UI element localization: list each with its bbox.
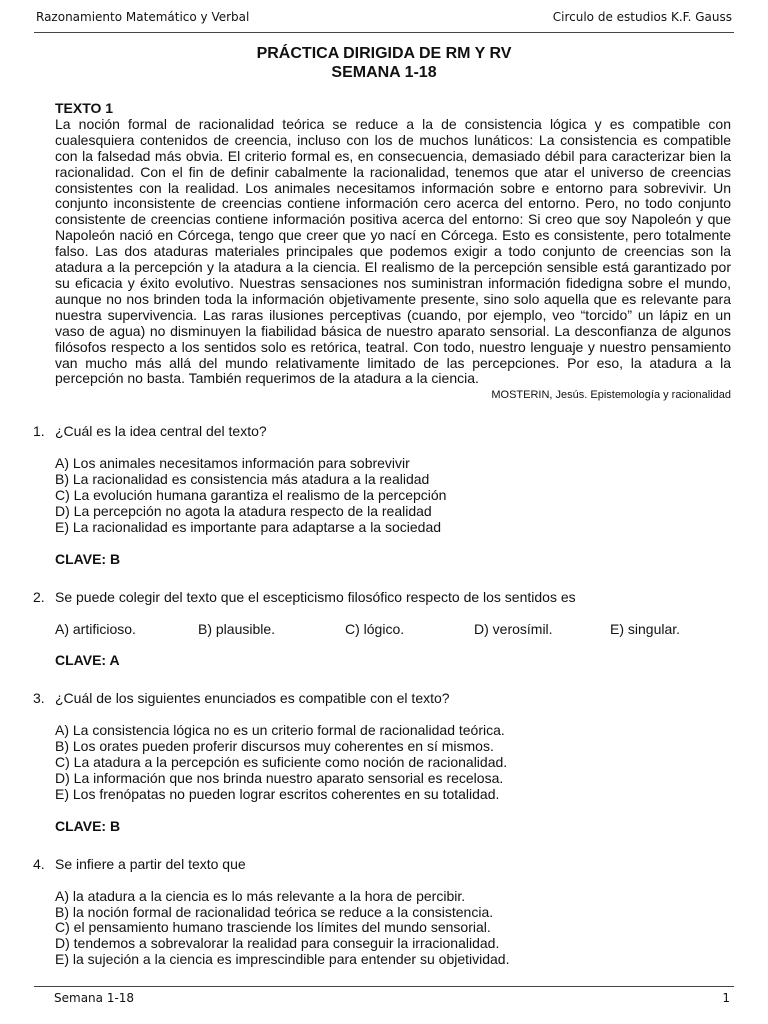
question-number: 4. <box>33 855 45 872</box>
option-b: B) La racionalidad es consistencia más atadura a la realidad <box>55 471 430 488</box>
reading-passage: La noción formal de racionalidad teórica se reduce a la de consistencia lógica y es compatible con cualesquiera contenidos de creencia, incluso con los de muchos lunáticos: La consistencia es compatible con la falsedad más obvia. El criterio formal es, en consecuencia, demasiado débil para caracterizar bien la racionalidad. Con el fin de definir cabalmente la racionalidad, tenemos que atar el universo de creencias consistentes con la realidad. Los animales necesitamos información sobre e entorno para sobrevivir. Un conjunto inconsistente de creencias contiene información cero acerca del entorno. Pero, no todo conjunto consistente de creencias contiene información positiva acerca del entorno: Si creo que soy Napoleón y que Napoleón nació en Córcega, tengo que creer que yo nací en Córcega. Esto es consistente, pero totalmente falso. Las dos ataduras materiales principales que podemos exigir a todo conjunto de creencias son la atadura a la percepción y la atadura a la ciencia. El realismo de la percepción sensible está garantizado por su eficacia y éxito evolutivo. Nuestras sensaciones nos suministran información fidedigna sobre el mundo, aunque no nos brinden toda la información objetivamente presente, sino solo aquella que es relevante para nuestra supervivencia. Las raras ilusiones perceptivas (cuando, por ejemplo, veo “torcido” un lápiz en un vaso de agua) no disminuyen la fiabilidad básica de nuestro aparato sensorial. La desconfianza de algunos filósofos respecto a los sentidos solo es retórica, teatral. Con todo, nuestro lenguaje y nuestro pensamiento van mucho más allá del mundo relativamente limitado de las percepciones. Por eso, la atadura a la percepción no basta. También requerimos de la atadura a la ciencia. <box>55 115 731 387</box>
question-stem: Se infiere a partir del texto que <box>55 855 246 872</box>
option-c: C) La atadura a la percepción es suficiente como noción de racionalidad. <box>55 754 508 771</box>
question-4 <box>33 855 731 968</box>
question-stem: ¿Cuál de los siguientes enunciados es compatible con el texto? <box>55 690 450 707</box>
title-line-1: PRÁCTICA DIRIGIDA DE RM Y RV <box>256 45 512 62</box>
passage-source: MOSTERIN, Jesús. Epistemología y racionalidad <box>491 389 731 402</box>
option-c: C) el pensamiento humano trasciende los límites del mundo sensorial. <box>55 919 491 936</box>
question-1 <box>33 423 731 567</box>
option-d: D) La percepción no agota la atadura respecto de la realidad <box>55 502 432 519</box>
text-heading: TEXTO 1 <box>55 100 114 116</box>
document-body <box>33 100 731 968</box>
answer-key: CLAVE: A <box>55 652 120 669</box>
option-a: A) Los animales necesitamos información para sobrevivir <box>55 455 410 472</box>
footer-week-label: Semana 1-18 <box>54 991 135 1005</box>
answer-key: CLAVE: B <box>55 817 121 834</box>
option-c: C) La evolución humana garantiza el realismo de la percepción <box>55 487 447 504</box>
option-b: B) Los orates pueden proferir discursos muy coherentes en sí mismos. <box>55 738 494 755</box>
question-number: 3. <box>33 690 45 707</box>
option-b: B) la noción formal de racionalidad teórica se reduce a la consistencia. <box>55 903 494 920</box>
page-header <box>34 10 734 33</box>
document-title <box>0 44 768 82</box>
answer-key: CLAVE: B <box>55 550 121 567</box>
question-stem: Se puede colegir del texto que el escepticismo filosófico respecto de los sentidos es <box>55 588 576 605</box>
question-3 <box>33 690 731 834</box>
option-d: D) verosímil. <box>474 620 553 637</box>
page-number: 1 <box>722 991 730 1005</box>
title-line-2: SEMANA 1-18 <box>331 64 437 81</box>
option-b: B) plausible. <box>198 620 276 637</box>
option-a: A) la atadura a la ciencia es lo más relevante a la hora de percibir. <box>55 887 466 904</box>
option-a: A) artificioso. <box>55 620 136 637</box>
page-footer <box>34 986 734 1005</box>
header-institution: Circulo de estudios K.F. Gauss <box>552 10 732 24</box>
option-e: E) la sujeción a la ciencia es imprescindible para entender su objetividad. <box>55 951 510 968</box>
question-number: 2. <box>33 588 45 605</box>
header-course-title: Razonamiento Matemático y Verbal <box>36 10 250 24</box>
option-e: E) Los frenópatas no pueden lograr escritos coherentes en su totalidad. <box>55 785 500 802</box>
option-e: E) singular. <box>610 620 681 637</box>
options-row <box>55 622 731 638</box>
question-stem: ¿Cuál es la idea central del texto? <box>55 423 267 440</box>
option-c: C) lógico. <box>345 620 405 637</box>
question-number: 1. <box>33 423 45 440</box>
option-a: A) La consistencia lógica no es un criterio formal de racionalidad teórica. <box>55 722 505 739</box>
option-d: D) La información que nos brinda nuestro aparato sensorial es recelosa. <box>55 770 504 786</box>
option-d: D) tendemos a sobrevalorar la realidad para conseguir la irracionalidad. <box>55 935 500 952</box>
option-e: E) La racionalidad es importante para adaptarse a la sociedad <box>55 518 442 535</box>
question-2 <box>33 588 731 670</box>
